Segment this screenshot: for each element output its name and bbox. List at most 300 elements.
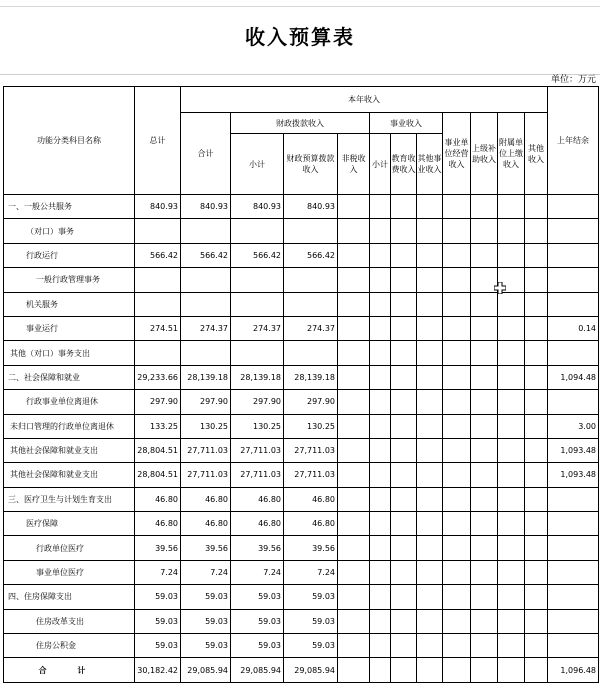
row-empty-cell[interactable]: [338, 609, 370, 633]
row-subtotal-cell[interactable]: 39.56: [231, 536, 284, 560]
row-empty-cell[interactable]: [525, 463, 548, 487]
row-fiscal-budget-cell[interactable]: 7.24: [284, 560, 338, 584]
row-empty-cell[interactable]: [338, 634, 370, 658]
row-name-cell[interactable]: 其他社会保障和就业支出: [4, 438, 135, 462]
row-empty-cell[interactable]: [391, 536, 417, 560]
table-row: [4, 512, 599, 536]
row-empty-cell[interactable]: [338, 219, 370, 243]
table-row: [4, 560, 599, 584]
row-total-cell[interactable]: 46.80: [135, 512, 181, 536]
header-non-tax: 非税收入: [338, 134, 370, 195]
row-empty-cell[interactable]: [370, 268, 391, 292]
row-empty-cell[interactable]: [391, 609, 417, 633]
row-empty-cell[interactable]: [443, 390, 471, 414]
row-name-cell[interactable]: 一般行政管理事务: [4, 268, 135, 292]
table-row: [4, 195, 599, 219]
row-empty-cell[interactable]: [443, 316, 471, 340]
row-empty-cell[interactable]: [391, 463, 417, 487]
row-fiscal-budget-cell[interactable]: 274.37: [284, 316, 338, 340]
row-fiscal-budget-cell[interactable]: 28,139.18: [284, 365, 338, 389]
row-empty-cell[interactable]: [498, 292, 525, 316]
row-total-cell[interactable]: 566.42: [135, 243, 181, 267]
row-empty-cell[interactable]: [443, 341, 471, 365]
totals-empty-cell[interactable]: [498, 658, 525, 682]
row-total-cell[interactable]: 297.90: [135, 390, 181, 414]
row-empty-cell[interactable]: [443, 292, 471, 316]
table-row: [4, 634, 599, 658]
row-empty-cell[interactable]: [370, 316, 391, 340]
row-empty-cell[interactable]: [525, 512, 548, 536]
header-career: 事业收入: [370, 113, 443, 134]
row-empty-cell[interactable]: [443, 536, 471, 560]
row-name-cell[interactable]: 四、住房保障支出: [4, 585, 135, 609]
row-empty-cell[interactable]: [370, 243, 391, 267]
row-empty-cell[interactable]: [525, 536, 548, 560]
row-subtotal-cell[interactable]: 59.03: [231, 609, 284, 633]
row-empty-cell[interactable]: [391, 560, 417, 584]
row-last-year-cell[interactable]: 1,093.48: [548, 463, 599, 487]
row-empty-cell[interactable]: [338, 268, 370, 292]
row-empty-cell[interactable]: [370, 414, 391, 438]
row-empty-cell[interactable]: [471, 219, 498, 243]
row-total-cell[interactable]: 59.03: [135, 634, 181, 658]
row-empty-cell[interactable]: [471, 365, 498, 389]
row-empty-cell[interactable]: [417, 512, 443, 536]
row-fiscal-budget-cell[interactable]: 39.56: [284, 536, 338, 560]
row-sum-cell[interactable]: 59.03: [181, 585, 231, 609]
row-empty-cell[interactable]: [417, 438, 443, 462]
row-empty-cell[interactable]: [471, 390, 498, 414]
row-empty-cell[interactable]: [370, 341, 391, 365]
row-empty-cell[interactable]: [417, 365, 443, 389]
row-subtotal-cell[interactable]: [231, 341, 284, 365]
row-sum-cell[interactable]: 297.90: [181, 390, 231, 414]
row-last-year-cell[interactable]: [548, 390, 599, 414]
header-total: 总计: [135, 87, 181, 195]
row-empty-cell[interactable]: [338, 487, 370, 511]
row-sum-cell[interactable]: 840.93: [181, 195, 231, 219]
row-empty-cell[interactable]: [338, 243, 370, 267]
row-total-cell[interactable]: [135, 292, 181, 316]
row-total-cell[interactable]: 29,233.66: [135, 365, 181, 389]
row-empty-cell[interactable]: [417, 243, 443, 267]
row-empty-cell[interactable]: [443, 438, 471, 462]
row-empty-cell[interactable]: [498, 487, 525, 511]
table-row: [4, 463, 599, 487]
row-empty-cell[interactable]: [338, 390, 370, 414]
row-empty-cell[interactable]: [417, 487, 443, 511]
row-empty-cell[interactable]: [443, 560, 471, 584]
row-empty-cell[interactable]: [471, 463, 498, 487]
row-subtotal-cell[interactable]: 7.24: [231, 560, 284, 584]
row-subtotal-cell[interactable]: 46.80: [231, 512, 284, 536]
row-fiscal-budget-cell[interactable]: 130.25: [284, 414, 338, 438]
row-total-cell[interactable]: 46.80: [135, 487, 181, 511]
row-empty-cell[interactable]: [391, 341, 417, 365]
row-fiscal-budget-cell[interactable]: [284, 268, 338, 292]
row-empty-cell[interactable]: [391, 487, 417, 511]
row-empty-cell[interactable]: [443, 219, 471, 243]
row-empty-cell[interactable]: [525, 292, 548, 316]
row-empty-cell[interactable]: [443, 512, 471, 536]
row-fiscal-budget-cell[interactable]: 840.93: [284, 195, 338, 219]
row-fiscal-budget-cell[interactable]: 27,711.03: [284, 438, 338, 462]
row-name-cell[interactable]: 未归口管理的行政单位离退休: [4, 414, 135, 438]
table-row: [4, 268, 599, 292]
row-empty-cell[interactable]: [498, 316, 525, 340]
row-sum-cell[interactable]: 7.24: [181, 560, 231, 584]
row-sum-cell[interactable]: 274.37: [181, 316, 231, 340]
row-fiscal-budget-cell[interactable]: [284, 292, 338, 316]
row-name-cell[interactable]: 事业运行: [4, 316, 135, 340]
row-empty-cell[interactable]: [370, 292, 391, 316]
row-fiscal-budget-cell[interactable]: 566.42: [284, 243, 338, 267]
row-empty-cell[interactable]: [338, 195, 370, 219]
row-subtotal-cell[interactable]: 46.80: [231, 487, 284, 511]
row-subtotal-cell[interactable]: [231, 292, 284, 316]
row-empty-cell[interactable]: [391, 585, 417, 609]
row-empty-cell[interactable]: [391, 414, 417, 438]
row-name-cell[interactable]: 一、一般公共服务: [4, 195, 135, 219]
row-subtotal-cell[interactable]: 59.03: [231, 585, 284, 609]
row-last-year-cell[interactable]: [548, 560, 599, 584]
row-fiscal-budget-cell[interactable]: 27,711.03: [284, 463, 338, 487]
row-empty-cell[interactable]: [498, 536, 525, 560]
row-subtotal-cell[interactable]: 840.93: [231, 195, 284, 219]
row-sum-cell[interactable]: 59.03: [181, 609, 231, 633]
row-empty-cell[interactable]: [391, 268, 417, 292]
row-empty-cell[interactable]: [338, 365, 370, 389]
row-empty-cell[interactable]: [417, 341, 443, 365]
row-empty-cell[interactable]: [370, 585, 391, 609]
row-name-cell[interactable]: 机关服务: [4, 292, 135, 316]
row-empty-cell[interactable]: [498, 438, 525, 462]
row-empty-cell[interactable]: [443, 634, 471, 658]
row-empty-cell[interactable]: [498, 463, 525, 487]
row-empty-cell[interactable]: [471, 438, 498, 462]
row-empty-cell[interactable]: [498, 365, 525, 389]
row-last-year-cell[interactable]: [548, 634, 599, 658]
row-empty-cell[interactable]: [443, 609, 471, 633]
row-name-cell[interactable]: 行政事业单位离退休: [4, 390, 135, 414]
row-subtotal-cell[interactable]: 130.25: [231, 414, 284, 438]
row-empty-cell[interactable]: [391, 219, 417, 243]
row-empty-cell[interactable]: [338, 536, 370, 560]
header-current-income: 本年收入: [181, 87, 548, 113]
row-empty-cell[interactable]: [417, 463, 443, 487]
table-row: [4, 536, 599, 560]
page-title: 收入预算表: [0, 0, 600, 75]
row-empty-cell[interactable]: [525, 390, 548, 414]
row-last-year-cell[interactable]: 1,094.48: [548, 365, 599, 389]
row-empty-cell[interactable]: [370, 487, 391, 511]
row-empty-cell[interactable]: [443, 463, 471, 487]
table-row: [4, 243, 599, 267]
row-total-cell[interactable]: 7.24: [135, 560, 181, 584]
row-empty-cell[interactable]: [417, 316, 443, 340]
row-empty-cell[interactable]: [370, 195, 391, 219]
row-empty-cell[interactable]: [471, 487, 498, 511]
row-fiscal-budget-cell[interactable]: 297.90: [284, 390, 338, 414]
row-fiscal-budget-cell[interactable]: [284, 341, 338, 365]
totals-label-cell[interactable]: 合 计: [4, 658, 135, 682]
row-empty-cell[interactable]: [525, 609, 548, 633]
row-empty-cell[interactable]: [417, 268, 443, 292]
row-empty-cell[interactable]: [443, 243, 471, 267]
row-fiscal-budget-cell[interactable]: 46.80: [284, 512, 338, 536]
row-empty-cell[interactable]: [498, 414, 525, 438]
row-empty-cell[interactable]: [391, 365, 417, 389]
row-fiscal-budget-cell[interactable]: 59.03: [284, 609, 338, 633]
row-fiscal-budget-cell[interactable]: 59.03: [284, 634, 338, 658]
row-empty-cell[interactable]: [417, 560, 443, 584]
row-empty-cell[interactable]: [338, 414, 370, 438]
row-empty-cell[interactable]: [417, 414, 443, 438]
totals-last-year-cell[interactable]: 1,096.48: [548, 658, 599, 682]
row-empty-cell[interactable]: [417, 195, 443, 219]
row-last-year-cell[interactable]: [548, 243, 599, 267]
row-total-cell[interactable]: 59.03: [135, 609, 181, 633]
row-sum-cell[interactable]: 59.03: [181, 634, 231, 658]
row-last-year-cell[interactable]: [548, 268, 599, 292]
row-empty-cell[interactable]: [338, 292, 370, 316]
row-empty-cell[interactable]: [525, 414, 548, 438]
row-empty-cell[interactable]: [370, 219, 391, 243]
row-empty-cell[interactable]: [338, 463, 370, 487]
row-sum-cell[interactable]: 46.80: [181, 512, 231, 536]
row-empty-cell[interactable]: [338, 438, 370, 462]
row-last-year-cell[interactable]: [548, 219, 599, 243]
table-row: [4, 438, 599, 462]
row-fiscal-budget-cell[interactable]: [284, 219, 338, 243]
row-empty-cell[interactable]: [471, 341, 498, 365]
row-empty-cell[interactable]: [498, 609, 525, 633]
row-empty-cell[interactable]: [525, 243, 548, 267]
row-empty-cell[interactable]: [471, 560, 498, 584]
row-empty-cell[interactable]: [443, 268, 471, 292]
row-empty-cell[interactable]: [391, 390, 417, 414]
row-empty-cell[interactable]: [370, 365, 391, 389]
totals-empty-cell[interactable]: [417, 658, 443, 682]
row-empty-cell[interactable]: [391, 512, 417, 536]
row-sum-cell[interactable]: 27,711.03: [181, 438, 231, 462]
table-row: [4, 390, 599, 414]
row-subtotal-cell[interactable]: 27,711.03: [231, 438, 284, 462]
row-empty-cell[interactable]: [417, 634, 443, 658]
row-empty-cell[interactable]: [471, 195, 498, 219]
row-empty-cell[interactable]: [370, 634, 391, 658]
row-empty-cell[interactable]: [471, 512, 498, 536]
row-sum-cell[interactable]: [181, 268, 231, 292]
totals-empty-cell[interactable]: [370, 658, 391, 682]
row-total-cell[interactable]: [135, 268, 181, 292]
row-total-cell[interactable]: 59.03: [135, 585, 181, 609]
table-row: [4, 414, 599, 438]
row-empty-cell[interactable]: [417, 536, 443, 560]
row-total-cell[interactable]: 28,804.51: [135, 463, 181, 487]
row-empty-cell[interactable]: [338, 512, 370, 536]
row-empty-cell[interactable]: [370, 560, 391, 584]
row-empty-cell[interactable]: [498, 243, 525, 267]
row-empty-cell[interactable]: [525, 365, 548, 389]
row-last-year-cell[interactable]: 3.00: [548, 414, 599, 438]
row-total-cell[interactable]: 28,804.51: [135, 438, 181, 462]
row-empty-cell[interactable]: [391, 195, 417, 219]
header-affiliated: 附属单位上缴收入: [498, 113, 525, 195]
row-last-year-cell[interactable]: [548, 536, 599, 560]
row-empty-cell[interactable]: [498, 390, 525, 414]
row-empty-cell[interactable]: [391, 243, 417, 267]
row-empty-cell[interactable]: [525, 438, 548, 462]
row-empty-cell[interactable]: [471, 585, 498, 609]
row-fiscal-budget-cell[interactable]: 46.80: [284, 487, 338, 511]
row-empty-cell[interactable]: [525, 219, 548, 243]
row-empty-cell[interactable]: [443, 195, 471, 219]
row-empty-cell[interactable]: [391, 634, 417, 658]
row-empty-cell[interactable]: [338, 585, 370, 609]
row-name-cell[interactable]: 其他社会保障和就业支出: [4, 463, 135, 487]
row-empty-cell[interactable]: [391, 316, 417, 340]
totals-empty-cell[interactable]: [338, 658, 370, 682]
row-empty-cell[interactable]: [498, 512, 525, 536]
row-name-cell[interactable]: （对口）事务: [4, 219, 135, 243]
row-empty-cell[interactable]: [370, 536, 391, 560]
row-empty-cell[interactable]: [498, 219, 525, 243]
row-empty-cell[interactable]: [443, 365, 471, 389]
totals-empty-cell[interactable]: [471, 658, 498, 682]
row-name-cell[interactable]: 住房改革支出: [4, 609, 135, 633]
row-last-year-cell[interactable]: [548, 341, 599, 365]
row-subtotal-cell[interactable]: [231, 219, 284, 243]
row-empty-cell[interactable]: [391, 438, 417, 462]
row-empty-cell[interactable]: [417, 219, 443, 243]
row-empty-cell[interactable]: [370, 438, 391, 462]
row-last-year-cell[interactable]: 1,093.48: [548, 438, 599, 462]
row-empty-cell[interactable]: [391, 292, 417, 316]
row-empty-cell[interactable]: [370, 609, 391, 633]
row-empty-cell[interactable]: [471, 609, 498, 633]
row-empty-cell[interactable]: [338, 316, 370, 340]
row-empty-cell[interactable]: [417, 292, 443, 316]
row-subtotal-cell[interactable]: 297.90: [231, 390, 284, 414]
row-total-cell[interactable]: 133.25: [135, 414, 181, 438]
row-last-year-cell[interactable]: [548, 292, 599, 316]
row-last-year-cell[interactable]: [548, 585, 599, 609]
row-empty-cell[interactable]: [471, 414, 498, 438]
row-empty-cell[interactable]: [471, 536, 498, 560]
row-name-cell[interactable]: 三、医疗卫生与计划生育支出: [4, 487, 135, 511]
row-subtotal-cell[interactable]: [231, 268, 284, 292]
row-total-cell[interactable]: 274.51: [135, 316, 181, 340]
totals-total-cell[interactable]: 30,182.42: [135, 658, 181, 682]
row-last-year-cell[interactable]: [548, 487, 599, 511]
row-name-cell[interactable]: 二、社会保障和就业: [4, 365, 135, 389]
header-name: 功能分类科目名称: [4, 87, 135, 195]
row-name-cell[interactable]: 行政单位医疗: [4, 536, 135, 560]
row-empty-cell[interactable]: [498, 195, 525, 219]
row-empty-cell[interactable]: [417, 609, 443, 633]
row-empty-cell[interactable]: [525, 560, 548, 584]
row-empty-cell[interactable]: [370, 512, 391, 536]
row-empty-cell[interactable]: [498, 634, 525, 658]
row-last-year-cell[interactable]: [548, 609, 599, 633]
row-empty-cell[interactable]: [417, 390, 443, 414]
row-sum-cell[interactable]: 27,711.03: [181, 463, 231, 487]
row-empty-cell[interactable]: [417, 585, 443, 609]
totals-row: [4, 658, 599, 682]
row-empty-cell[interactable]: [525, 341, 548, 365]
row-empty-cell[interactable]: [525, 268, 548, 292]
row-empty-cell[interactable]: [370, 390, 391, 414]
header-fiscal-budget: 财政预算拨款收入: [284, 134, 338, 195]
row-empty-cell[interactable]: [443, 487, 471, 511]
row-empty-cell[interactable]: [471, 243, 498, 267]
row-sum-cell[interactable]: [181, 219, 231, 243]
row-empty-cell[interactable]: [498, 560, 525, 584]
totals-empty-cell[interactable]: [443, 658, 471, 682]
row-empty-cell[interactable]: [471, 634, 498, 658]
row-sum-cell[interactable]: [181, 341, 231, 365]
row-name-cell[interactable]: 其他（对口）事务支出: [4, 341, 135, 365]
row-subtotal-cell[interactable]: 566.42: [231, 243, 284, 267]
row-subtotal-cell[interactable]: 274.37: [231, 316, 284, 340]
row-name-cell[interactable]: 事业单位医疗: [4, 560, 135, 584]
row-total-cell[interactable]: 39.56: [135, 536, 181, 560]
totals-sum-cell[interactable]: 29,085.94: [181, 658, 231, 682]
totals-empty-cell[interactable]: [391, 658, 417, 682]
row-sum-cell[interactable]: [181, 292, 231, 316]
row-last-year-cell[interactable]: [548, 195, 599, 219]
row-name-cell[interactable]: 住房公积金: [4, 634, 135, 658]
row-empty-cell[interactable]: [525, 585, 548, 609]
row-name-cell[interactable]: 行政运行: [4, 243, 135, 267]
row-empty-cell[interactable]: [370, 463, 391, 487]
row-empty-cell[interactable]: [525, 195, 548, 219]
row-fiscal-budget-cell[interactable]: 59.03: [284, 585, 338, 609]
totals-empty-cell[interactable]: [525, 658, 548, 682]
row-empty-cell[interactable]: [443, 414, 471, 438]
row-sum-cell[interactable]: 130.25: [181, 414, 231, 438]
table-row: [4, 609, 599, 633]
row-empty-cell[interactable]: [471, 292, 498, 316]
row-empty-cell[interactable]: [338, 341, 370, 365]
row-empty-cell[interactable]: [525, 487, 548, 511]
row-sum-cell[interactable]: 566.42: [181, 243, 231, 267]
row-empty-cell[interactable]: [471, 316, 498, 340]
totals-fiscal-budget-cell[interactable]: 29,085.94: [284, 658, 338, 682]
row-subtotal-cell[interactable]: 28,139.18: [231, 365, 284, 389]
row-subtotal-cell[interactable]: 59.03: [231, 634, 284, 658]
row-empty-cell[interactable]: [525, 316, 548, 340]
row-sum-cell[interactable]: 39.56: [181, 536, 231, 560]
row-empty-cell[interactable]: [498, 341, 525, 365]
row-sum-cell[interactable]: 46.80: [181, 487, 231, 511]
row-empty-cell[interactable]: [498, 585, 525, 609]
row-last-year-cell[interactable]: [548, 512, 599, 536]
totals-subtotal-cell[interactable]: 29,085.94: [231, 658, 284, 682]
row-total-cell[interactable]: 840.93: [135, 195, 181, 219]
row-name-cell[interactable]: 医疗保障: [4, 512, 135, 536]
row-sum-cell[interactable]: 28,139.18: [181, 365, 231, 389]
row-empty-cell[interactable]: [338, 560, 370, 584]
row-last-year-cell[interactable]: 0.14: [548, 316, 599, 340]
row-total-cell[interactable]: [135, 219, 181, 243]
row-total-cell[interactable]: [135, 341, 181, 365]
table-row: [4, 219, 599, 243]
row-empty-cell[interactable]: [525, 634, 548, 658]
row-empty-cell[interactable]: [443, 585, 471, 609]
row-subtotal-cell[interactable]: 27,711.03: [231, 463, 284, 487]
